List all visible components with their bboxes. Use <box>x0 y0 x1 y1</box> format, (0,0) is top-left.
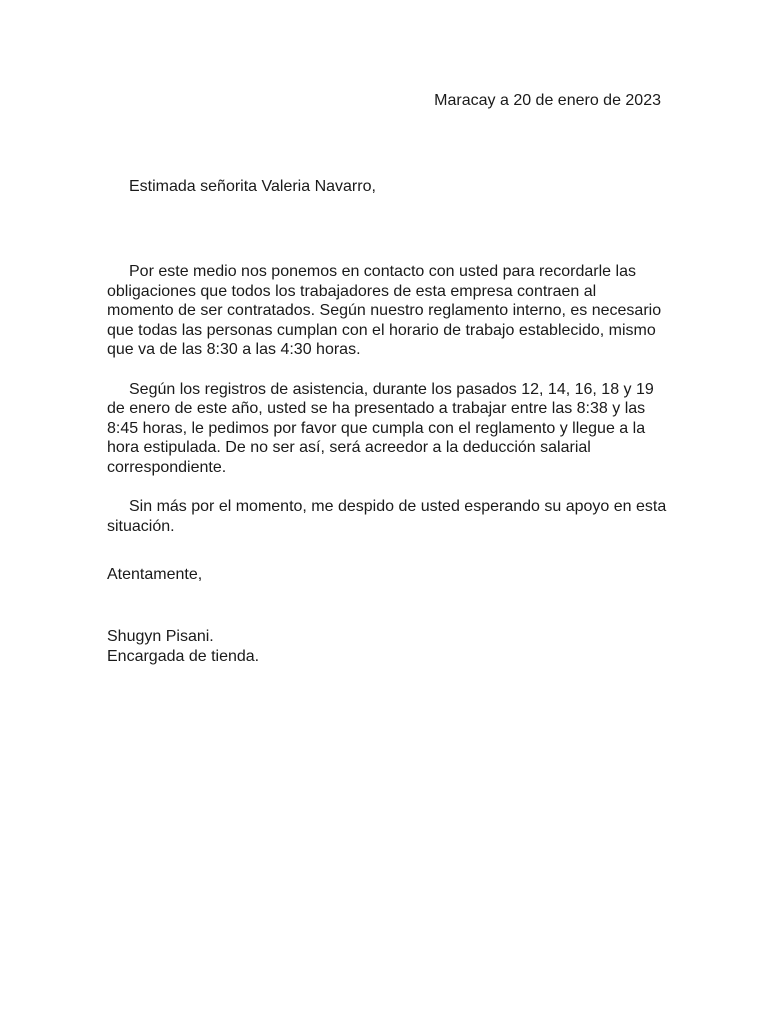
salutation: Estimada señorita Valeria Navarro, <box>129 178 376 195</box>
date-line: Maracay a 20 de enero de 2023 <box>434 92 661 109</box>
closing: Atentamente, <box>107 566 203 583</box>
paragraph-attendance: Según los registros de asistencia, durante los pasados 12, 14, 16, 18 y 19 de enero de este año, usted se ha presentado a trabajar entre las 8:38 y las 8:45 horas, le pedimos por favor que cumpla con el reglamento y llegue a la hora estipulada. De no ser así, será acreedor a la deducción salarial correspondiente. <box>107 380 654 476</box>
signature-block <box>107 627 259 666</box>
paragraph-farewell: Sin más por el momento, me despido de usted esperando su apoyo en esta situación. <box>107 498 667 535</box>
letter-body <box>107 262 667 556</box>
signer-name: Shugyn Pisani. <box>107 628 214 645</box>
signer-title: Encargada de tienda. <box>107 647 260 665</box>
paragraph-reminder: Por este medio nos ponemos en contacto con usted para recordarle las obligaciones que todos los trabajadores de esta empresa contraen al momento de ser contratados. Según nuestro reglamento interno, es necesario que todas las personas cumplan con el horario de trabajo establecido, mismo que va de las 8:30 a las 4:30 horas. <box>107 263 662 358</box>
